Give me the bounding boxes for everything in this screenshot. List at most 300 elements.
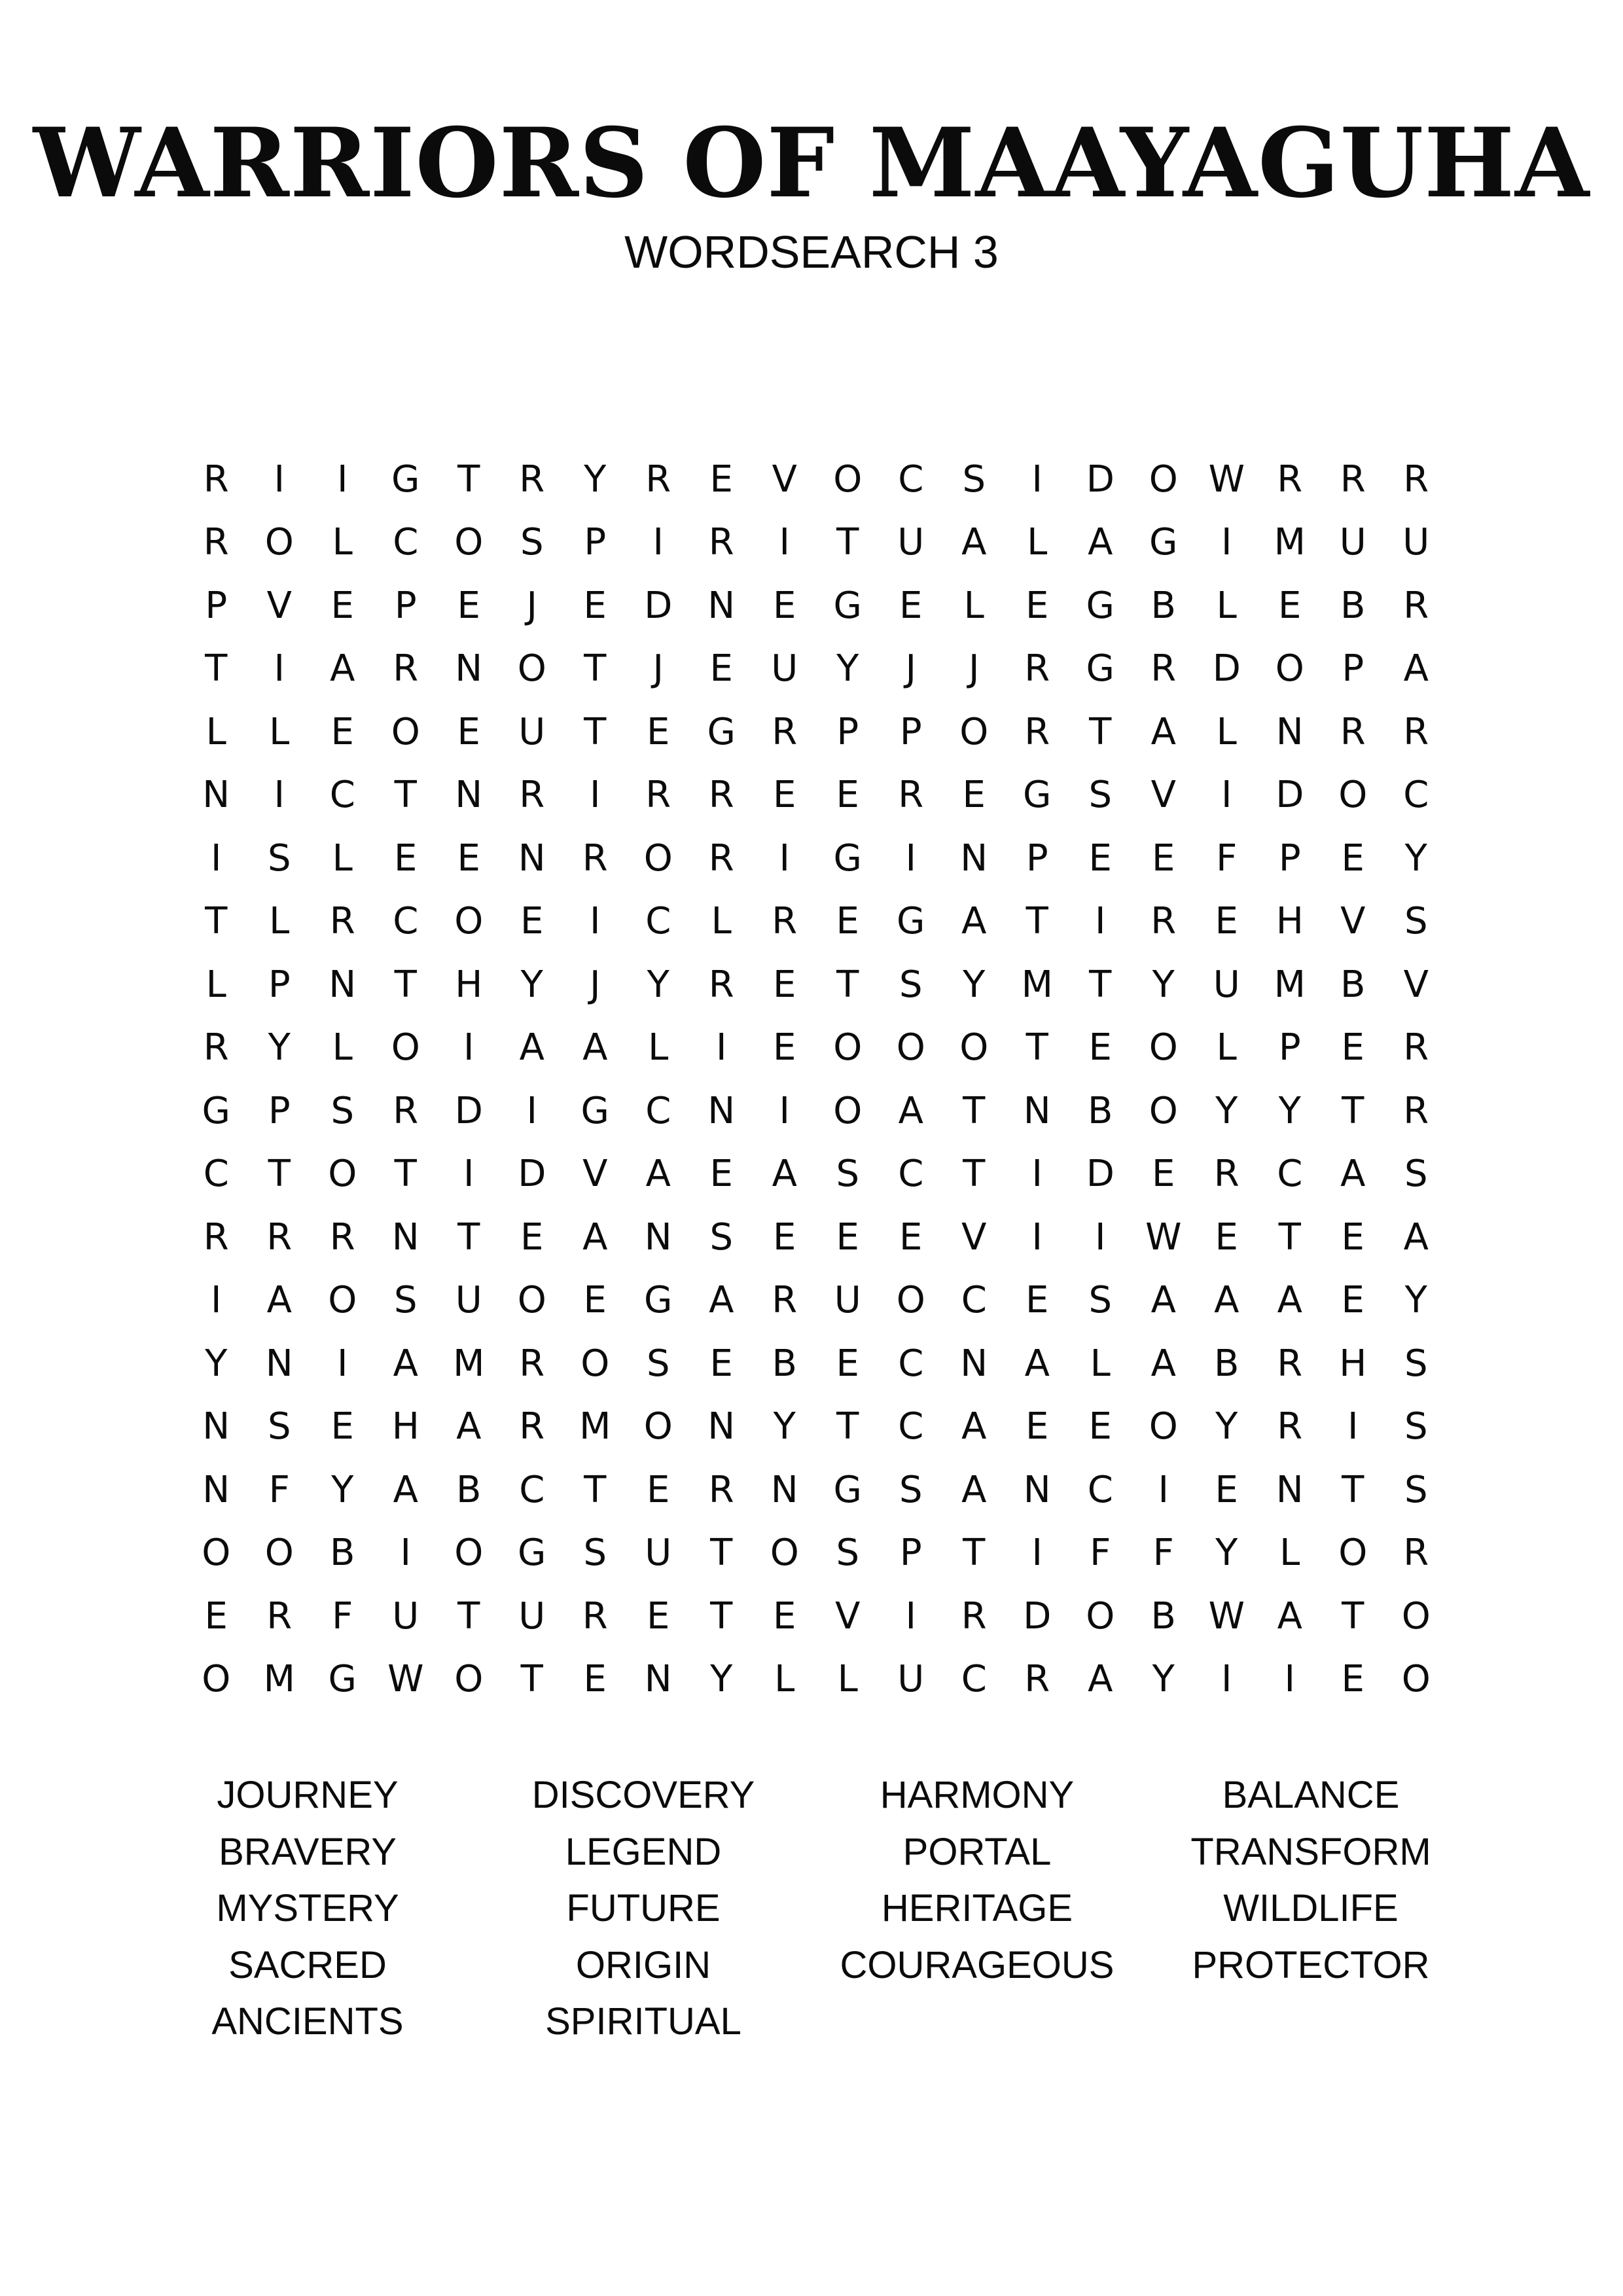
grid-letter[interactable]: C [1087,1468,1113,1511]
grid-letter[interactable]: A [456,1405,482,1448]
grid-letter[interactable]: R [1213,1153,1240,1196]
grid-letter[interactable]: P [394,584,417,627]
grid-letter[interactable]: A [393,1342,418,1385]
grid-letter[interactable]: A [519,1026,544,1069]
grid-letter[interactable]: P [1278,1026,1301,1069]
grid-letter[interactable]: L [205,963,226,1006]
grid-letter[interactable]: R [772,900,798,943]
grid-letter[interactable]: J [968,647,980,691]
grid-letter[interactable]: U [897,521,925,564]
grid-letter[interactable]: I [400,1532,411,1575]
grid-letter[interactable]: I [1158,1468,1169,1511]
grid-letter[interactable]: N [455,647,483,691]
grid-letter[interactable]: R [203,1026,229,1069]
grid-letter[interactable]: L [1216,710,1237,753]
grid-letter[interactable]: B [1340,963,1366,1006]
grid-letter[interactable]: J [589,963,601,1006]
grid-letter[interactable]: E [1341,1279,1364,1322]
grid-letter[interactable]: P [268,963,291,1006]
grid-letter[interactable]: O [1149,457,1178,501]
grid-letter[interactable]: G [1086,647,1115,691]
grid-letter[interactable]: N [770,1468,798,1511]
grid-letter[interactable]: R [645,774,671,817]
grid-letter[interactable]: O [1149,1089,1178,1132]
grid-letter[interactable]: O [264,1532,294,1575]
grid-letter[interactable]: N [391,1215,419,1259]
grid-letter[interactable]: E [583,1658,607,1701]
grid-letter[interactable]: M [1274,963,1306,1006]
grid-letter[interactable]: I [1221,774,1232,817]
grid-letter[interactable]: N [960,836,988,880]
grid-letter[interactable]: L [774,1658,795,1701]
grid-letter[interactable]: I [274,774,285,817]
grid-letter[interactable]: N [707,1089,736,1132]
grid-letter[interactable]: T [963,1153,986,1196]
grid-letter[interactable]: E [773,1026,796,1069]
grid-letter[interactable]: G [518,1532,546,1575]
grid-letter[interactable]: W [387,1658,424,1701]
grid-letter[interactable]: T [394,963,417,1006]
grid-letter[interactable]: O [1338,774,1368,817]
grid-letter[interactable]: T [584,647,607,691]
grid-letter[interactable]: Y [1152,1658,1175,1701]
grid-letter[interactable]: O [264,521,294,564]
grid-letter[interactable]: R [266,1594,293,1638]
grid-letter[interactable]: N [202,1405,230,1448]
grid-letter[interactable]: E [1152,836,1175,880]
grid-letter[interactable]: C [645,900,671,943]
grid-letter[interactable]: E [836,1342,859,1385]
grid-letter[interactable]: Y [1215,1089,1238,1132]
grid-letter[interactable]: A [961,1405,987,1448]
grid-letter[interactable]: R [393,647,419,691]
grid-letter[interactable]: R [203,457,229,501]
grid-letter[interactable]: L [1027,521,1048,564]
grid-letter[interactable]: L [332,836,353,880]
grid-letter[interactable]: R [519,1405,545,1448]
grid-letter[interactable]: E [1088,1405,1112,1448]
grid-letter[interactable]: E [1278,584,1302,627]
grid-letter[interactable]: E [773,1594,796,1638]
grid-letter[interactable]: I [274,647,285,691]
grid-letter[interactable]: O [391,1026,420,1069]
grid-letter[interactable]: G [1023,774,1052,817]
grid-letter[interactable]: P [205,584,228,627]
grid-letter[interactable]: I [1031,1215,1043,1259]
grid-letter[interactable]: O [454,1658,484,1701]
grid-letter[interactable]: T [710,1594,733,1638]
grid-letter[interactable]: P [584,521,607,564]
grid-letter[interactable]: R [1403,1532,1429,1575]
grid-letter[interactable]: O [517,647,546,691]
grid-letter[interactable]: R [1340,457,1366,501]
grid-letter[interactable]: N [644,1658,672,1701]
grid-letter[interactable]: E [709,1153,733,1196]
grid-letter[interactable]: E [709,647,733,691]
grid-letter[interactable]: Y [268,1026,291,1069]
grid-letter[interactable]: E [204,1594,228,1638]
grid-letter[interactable]: T [584,1468,607,1511]
grid-letter[interactable]: S [1088,774,1113,817]
grid-letter[interactable]: E [773,774,796,817]
grid-letter[interactable]: C [329,774,355,817]
grid-letter[interactable]: W [1208,1594,1245,1638]
grid-letter[interactable]: T [1089,710,1112,753]
grid-letter[interactable]: C [898,1405,924,1448]
grid-letter[interactable]: S [393,1279,418,1322]
grid-letter[interactable]: O [1401,1658,1431,1701]
grid-letter[interactable]: J [526,584,537,627]
grid-letter[interactable]: D [1086,1153,1115,1196]
grid-letter[interactable]: R [772,710,798,753]
grid-letter[interactable]: R [708,1468,734,1511]
grid-letter[interactable]: R [203,1215,229,1259]
grid-letter[interactable]: L [205,710,226,753]
grid-letter[interactable]: S [1404,1153,1428,1196]
grid-letter[interactable]: A [898,1089,923,1132]
grid-letter[interactable]: E [709,457,733,501]
grid-letter[interactable]: T [1089,963,1112,1006]
grid-letter[interactable]: H [455,963,483,1006]
grid-letter[interactable]: L [963,584,984,627]
grid-letter[interactable]: A [1024,1342,1050,1385]
grid-letter[interactable]: C [519,1468,545,1511]
grid-letter[interactable]: I [274,457,285,501]
grid-letter[interactable]: N [202,1468,230,1511]
grid-letter[interactable]: R [961,1594,987,1638]
grid-letter[interactable]: A [1340,1153,1366,1196]
grid-letter[interactable]: I [715,1026,727,1069]
grid-letter[interactable]: R [329,1215,355,1259]
grid-letter[interactable]: G [707,710,736,753]
grid-letter[interactable]: P [1278,836,1301,880]
grid-letter[interactable]: E [330,1405,354,1448]
grid-letter[interactable]: O [1401,1594,1431,1638]
grid-letter[interactable]: C [1403,774,1429,817]
grid-letter[interactable]: E [773,1215,796,1259]
grid-letter[interactable]: L [332,521,353,564]
grid-letter[interactable]: A [1088,1658,1113,1701]
grid-letter[interactable]: U [1402,521,1430,564]
grid-letter[interactable]: I [210,1279,222,1322]
grid-letter[interactable]: W [1208,457,1245,501]
grid-letter[interactable]: A [961,900,987,943]
grid-letter[interactable]: I [779,1089,790,1132]
grid-letter[interactable]: A [582,1026,608,1069]
grid-letter[interactable]: C [961,1279,987,1322]
grid-letter[interactable]: O [770,1532,799,1575]
grid-letter[interactable]: P [899,1532,922,1575]
grid-letter[interactable]: Y [584,457,607,501]
grid-letter[interactable]: N [518,836,546,880]
grid-letter[interactable]: R [1024,1658,1050,1701]
grid-letter[interactable]: E [583,584,607,627]
grid-letter[interactable]: I [336,1342,348,1385]
grid-letter[interactable]: E [1088,836,1112,880]
grid-letter[interactable]: Y [520,963,543,1006]
grid-letter[interactable]: U [518,1594,546,1638]
grid-letter[interactable]: V [266,584,292,627]
grid-letter[interactable]: L [1090,1342,1111,1385]
grid-letter[interactable]: I [526,1089,537,1132]
grid-letter[interactable]: O [517,1279,546,1322]
grid-letter[interactable]: T [205,900,228,943]
grid-letter[interactable]: R [708,774,734,817]
grid-letter[interactable]: E [647,1468,670,1511]
grid-letter[interactable]: L [648,1026,669,1069]
grid-letter[interactable]: E [1088,1026,1112,1069]
grid-letter[interactable]: V [1340,900,1366,943]
grid-letter[interactable]: D [1023,1594,1052,1638]
grid-letter[interactable]: E [1341,836,1364,880]
grid-letter[interactable]: A [1277,1279,1302,1322]
grid-letter[interactable]: R [582,836,608,880]
grid-letter[interactable]: C [1277,1153,1303,1196]
grid-letter[interactable]: I [905,1594,916,1638]
grid-letter[interactable]: O [328,1279,357,1322]
grid-letter[interactable]: E [1341,1215,1364,1259]
grid-letter[interactable]: T [836,1405,859,1448]
grid-letter[interactable]: R [266,1215,293,1259]
grid-letter[interactable]: Y [205,1342,228,1385]
grid-letter[interactable]: R [1277,1342,1303,1385]
grid-letter[interactable]: A [582,1215,608,1259]
grid-letter[interactable]: O [202,1658,231,1701]
grid-letter[interactable]: T [1342,1594,1364,1638]
grid-letter[interactable]: R [1024,647,1050,691]
grid-letter[interactable]: C [645,1089,671,1132]
grid-letter[interactable]: W [1145,1215,1182,1259]
grid-letter[interactable]: A [330,647,355,691]
grid-letter[interactable]: E [1215,1215,1238,1259]
grid-letter[interactable]: Y [1404,836,1427,880]
grid-letter[interactable]: E [457,584,480,627]
grid-letter[interactable]: O [454,900,484,943]
grid-letter[interactable]: O [391,710,420,753]
grid-letter[interactable]: A [266,1279,292,1322]
grid-letter[interactable]: E [1026,1405,1049,1448]
grid-letter[interactable]: R [519,1342,545,1385]
grid-letter[interactable]: E [1215,900,1238,943]
grid-letter[interactable]: G [644,1279,673,1322]
grid-letter[interactable]: O [454,1532,484,1575]
grid-letter[interactable]: S [962,457,986,501]
grid-letter[interactable]: S [646,1342,670,1385]
grid-letter[interactable]: R [1403,457,1429,501]
grid-letter[interactable]: O [1338,1532,1368,1575]
grid-letter[interactable]: T [710,1532,733,1575]
grid-letter[interactable]: Y [710,1658,733,1701]
grid-letter[interactable]: A [1150,1279,1176,1322]
grid-letter[interactable]: R [203,521,229,564]
grid-letter[interactable]: I [779,521,790,564]
grid-letter[interactable]: C [898,1153,924,1196]
grid-letter[interactable]: F [1090,1532,1111,1575]
grid-letter[interactable]: U [834,1279,861,1322]
grid-letter[interactable]: Y [773,1405,796,1448]
grid-letter[interactable]: E [457,710,480,753]
grid-letter[interactable]: E [899,1215,923,1259]
grid-letter[interactable]: U [645,1532,672,1575]
grid-letter[interactable]: O [959,1026,989,1069]
grid-letter[interactable]: E [520,900,544,943]
grid-letter[interactable]: G [897,900,925,943]
grid-letter[interactable]: I [589,774,601,817]
grid-letter[interactable]: I [1031,457,1043,501]
grid-letter[interactable]: L [1216,584,1237,627]
grid-letter[interactable]: I [1221,521,1232,564]
grid-letter[interactable]: R [708,836,734,880]
grid-letter[interactable]: L [1216,1026,1237,1069]
grid-letter[interactable]: L [1279,1532,1300,1575]
grid-letter[interactable]: A [1403,1215,1429,1259]
grid-letter[interactable]: E [1341,1658,1364,1701]
grid-letter[interactable]: E [1026,584,1049,627]
grid-letter[interactable]: M [453,1342,485,1385]
grid-letter[interactable]: V [1403,963,1429,1006]
grid-letter[interactable]: U [771,647,798,691]
grid-letter[interactable]: S [709,1215,734,1259]
grid-letter[interactable]: A [961,1468,987,1511]
grid-letter[interactable]: S [836,1153,860,1196]
grid-letter[interactable]: P [836,710,859,753]
grid-letter[interactable]: M [1274,521,1306,564]
grid-letter[interactable]: T [836,963,859,1006]
grid-letter[interactable]: L [269,900,290,943]
grid-letter[interactable]: T [457,1215,480,1259]
grid-letter[interactable]: B [1214,1342,1240,1385]
grid-letter[interactable]: V [835,1594,861,1638]
grid-letter[interactable]: E [836,900,859,943]
grid-letter[interactable]: T [1026,900,1048,943]
grid-letter[interactable]: B [1340,584,1366,627]
grid-letter[interactable]: O [643,1405,673,1448]
grid-letter[interactable]: N [329,963,357,1006]
grid-letter[interactable]: T [394,1153,417,1196]
grid-letter[interactable]: I [210,836,222,880]
grid-letter[interactable]: S [520,521,544,564]
grid-letter[interactable]: O [833,457,863,501]
grid-letter[interactable]: R [582,1594,608,1638]
grid-letter[interactable]: A [709,1279,734,1322]
grid-letter[interactable]: E [1026,1279,1049,1322]
grid-letter[interactable]: O [1149,1026,1178,1069]
grid-letter[interactable]: T [457,1594,480,1638]
grid-letter[interactable]: I [652,521,664,564]
grid-letter[interactable]: D [644,584,673,627]
grid-letter[interactable]: T [1278,1215,1301,1259]
grid-letter[interactable]: R [1403,710,1429,753]
grid-letter[interactable]: T [520,1658,543,1701]
grid-letter[interactable]: R [898,774,924,817]
grid-letter[interactable]: D [1086,457,1115,501]
grid-letter[interactable]: R [1403,1089,1429,1132]
grid-letter[interactable]: D [518,1153,546,1196]
grid-letter[interactable]: E [394,836,418,880]
grid-letter[interactable]: A [1150,710,1176,753]
grid-letter[interactable]: I [779,836,790,880]
grid-letter[interactable]: H [1275,900,1304,943]
grid-letter[interactable]: N [644,1215,672,1259]
grid-letter[interactable]: M [579,1405,611,1448]
grid-letter[interactable]: O [643,836,673,880]
grid-letter[interactable]: E [330,584,354,627]
grid-letter[interactable]: B [330,1532,355,1575]
grid-letter[interactable]: T [394,774,417,817]
grid-letter[interactable]: U [392,1594,419,1638]
grid-letter[interactable]: B [772,1342,797,1385]
grid-letter[interactable]: J [652,647,664,691]
grid-letter[interactable]: F [268,1468,290,1511]
grid-letter[interactable]: E [899,584,923,627]
grid-letter[interactable]: S [1404,1342,1428,1385]
grid-letter[interactable]: S [1404,1468,1428,1511]
grid-letter[interactable]: N [265,1342,293,1385]
grid-letter[interactable]: D [1275,774,1304,817]
grid-letter[interactable]: O [1149,1405,1178,1448]
grid-letter[interactable]: N [960,1342,988,1385]
grid-letter[interactable]: T [1026,1026,1048,1069]
grid-letter[interactable]: P [268,1089,291,1132]
grid-letter[interactable]: C [898,457,924,501]
grid-letter[interactable]: B [1088,1089,1113,1132]
grid-letter[interactable]: R [1403,1026,1429,1069]
grid-letter[interactable]: O [1086,1594,1115,1638]
grid-letter[interactable]: E [1215,1468,1238,1511]
grid-letter[interactable]: A [772,1153,797,1196]
grid-letter[interactable]: B [456,1468,482,1511]
grid-letter[interactable]: O [959,710,989,753]
grid-letter[interactable]: S [899,1468,923,1511]
grid-letter[interactable]: O [833,1026,863,1069]
grid-letter[interactable]: R [1277,457,1303,501]
grid-letter[interactable]: V [961,1215,987,1259]
grid-letter[interactable]: Y [1152,963,1175,1006]
grid-letter[interactable]: U [897,1658,925,1701]
grid-letter[interactable]: I [463,1153,474,1196]
grid-letter[interactable]: N [455,774,483,817]
grid-letter[interactable]: Y [1278,1089,1301,1132]
grid-letter[interactable]: R [645,457,671,501]
grid-letter[interactable]: S [1404,900,1428,943]
grid-letter[interactable]: R [329,900,355,943]
grid-letter[interactable]: S [836,1532,860,1575]
grid-letter[interactable]: Y [647,963,669,1006]
grid-letter[interactable]: E [709,1342,733,1385]
grid-letter[interactable]: L [332,1026,353,1069]
grid-letter[interactable]: T [1342,1468,1364,1511]
grid-letter[interactable]: R [708,521,734,564]
grid-letter[interactable]: T [1342,1089,1364,1132]
grid-letter[interactable]: O [580,1342,610,1385]
grid-letter[interactable]: O [833,1089,863,1132]
grid-letter[interactable]: T [268,1153,291,1196]
grid-letter[interactable]: E [962,774,986,817]
grid-letter[interactable]: I [1221,1658,1232,1701]
grid-letter[interactable]: D [1212,647,1241,691]
grid-letter[interactable]: A [393,1468,418,1511]
grid-letter[interactable]: O [202,1532,231,1575]
grid-letter[interactable]: I [589,900,601,943]
grid-letter[interactable]: O [1275,647,1304,691]
grid-letter[interactable]: G [202,1089,230,1132]
grid-letter[interactable]: I [1347,1405,1359,1448]
grid-letter[interactable]: V [1150,774,1176,817]
grid-letter[interactable]: U [455,1279,482,1322]
grid-letter[interactable]: L [269,710,290,753]
grid-letter[interactable]: S [1404,1405,1428,1448]
grid-letter[interactable]: G [833,1468,862,1511]
